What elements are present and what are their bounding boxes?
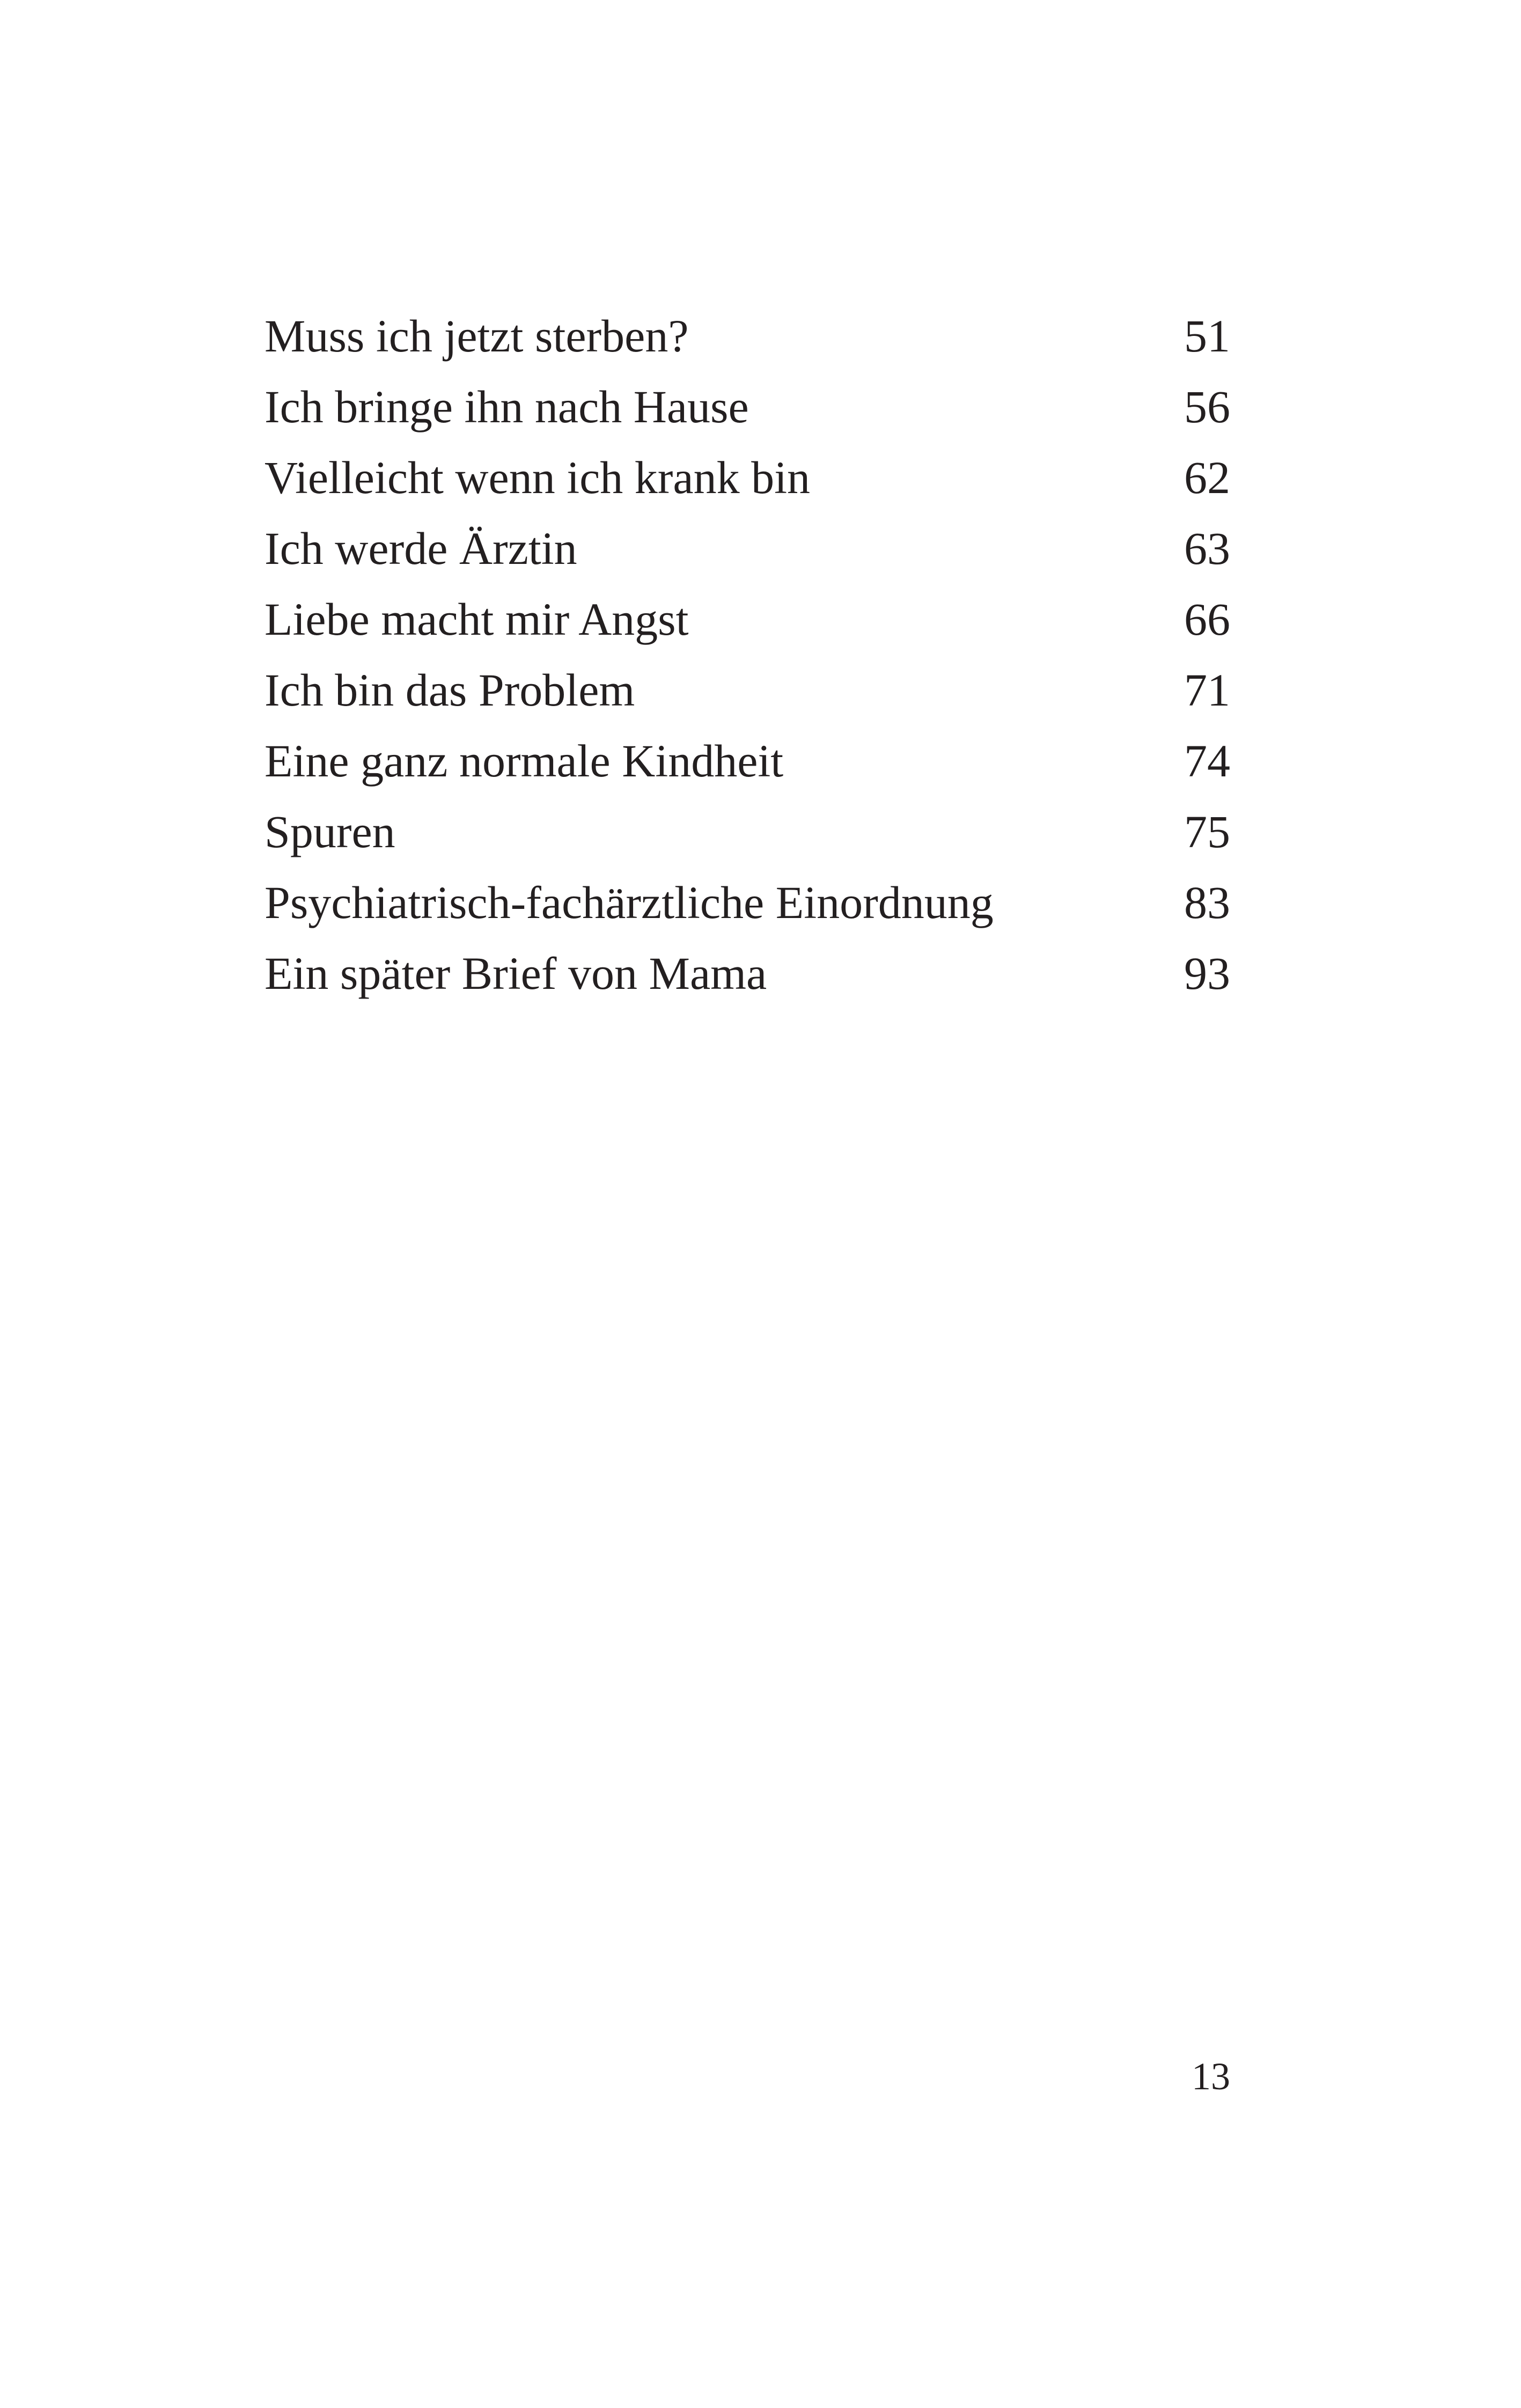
toc-entry[interactable] xyxy=(264,584,1230,655)
toc-entry-page: 62 xyxy=(1184,452,1230,503)
toc-entry-page: 56 xyxy=(1184,381,1230,432)
toc-entry-page: 66 xyxy=(1184,593,1230,645)
toc-entry-title: Ein später Brief von Mama xyxy=(264,948,767,999)
toc-entry-page: 74 xyxy=(1184,735,1230,787)
toc-entry-title: Liebe macht mir Angst xyxy=(264,593,689,645)
toc-entry-title: Spuren xyxy=(264,806,395,857)
toc-entry[interactable] xyxy=(264,938,1230,1009)
toc-entry[interactable] xyxy=(264,796,1230,867)
toc-entry-page: 71 xyxy=(1184,664,1230,716)
toc-entry-title: Eine ganz normale Kindheit xyxy=(264,735,784,787)
toc-entry-title: Ich bringe ihn nach Hause xyxy=(264,381,749,432)
page-number: 13 xyxy=(1192,2055,1230,2098)
toc-entry[interactable] xyxy=(264,867,1230,938)
toc-entry-page: 93 xyxy=(1184,948,1230,999)
toc-entry-title: Muss ich jetzt sterben? xyxy=(264,310,689,362)
toc-entry[interactable] xyxy=(264,513,1230,584)
toc-entry-page: 75 xyxy=(1184,806,1230,857)
toc-entry[interactable] xyxy=(264,442,1230,513)
table-of-contents xyxy=(264,300,1230,1009)
toc-entry-page: 83 xyxy=(1184,877,1230,928)
toc-entry[interactable] xyxy=(264,655,1230,725)
toc-entry[interactable] xyxy=(264,725,1230,796)
toc-entry-title: Ich bin das Problem xyxy=(264,664,635,716)
toc-entry-title: Psychiatrisch-fachärztliche Einordnung xyxy=(264,877,994,928)
toc-entry-page: 63 xyxy=(1184,523,1230,574)
toc-entry-title: Vielleicht wenn ich krank bin xyxy=(264,452,810,503)
toc-entry-page: 51 xyxy=(1184,310,1230,362)
toc-entry[interactable] xyxy=(264,300,1230,371)
toc-entry-title: Ich werde Ärztin xyxy=(264,523,577,574)
toc-entry[interactable] xyxy=(264,371,1230,442)
